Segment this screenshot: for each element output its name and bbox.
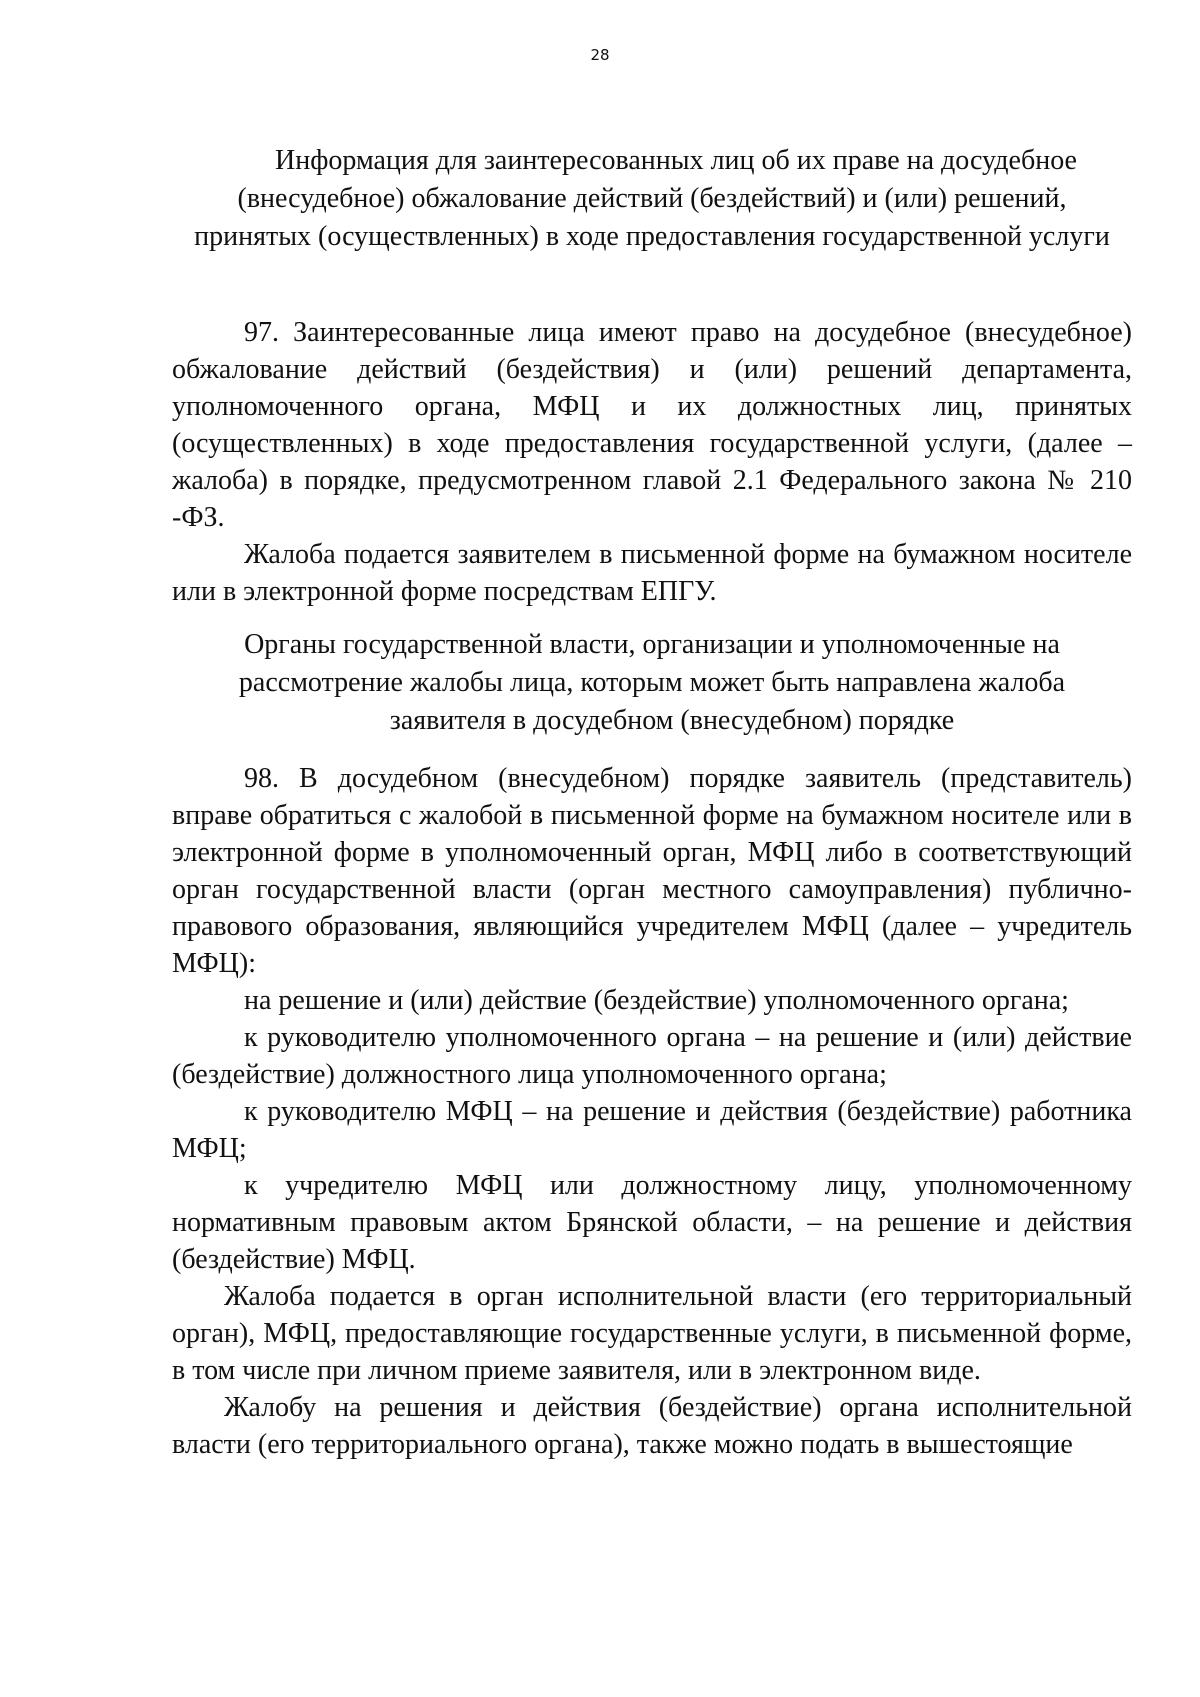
heading-line: (внесудебное) обжалование действий (бездействий) и (или) решений, xyxy=(237,183,1067,214)
section-body-appeal-bodies xyxy=(172,760,1132,1463)
paragraph-higher-authority: Жалобу на решения и действия (бездействие) органа исполнительной власти (его территориального органа), также можно подать в вышестоящие xyxy=(172,1392,1132,1460)
heading-line: принятых (осуществленных) в ходе предоставления государственной услуги xyxy=(194,221,1110,252)
paragraph-98: 98. В досудебном (внесудебном) порядке заявитель (представитель) вправе обратиться с жалобой в письменной форме на бумажном носителе или в электронной форме в уполномоченный орган, МФЦ либо в соответствующий орган государственной власти (орган местного самоуправления) публично-правового образования, являющийся учредителем МФЦ (далее – учредитель МФЦ): xyxy=(172,763,1132,979)
paragraph-97: 97. Заинтересованные лица имеют право на досудебное (внесудебное) обжалование действий (бездействия) и (или) решений департамента, уполномоченного органа, МФЦ и их должностных лиц, принятых (осуществленных) в ходе предоставления государственной услуги, (далее – жалоба) в порядке, предусмотренном главой 2.1 Федерального закона № 210 -ФЗ. xyxy=(172,317,1132,533)
paragraph-complaint-form: Жалоба подается заявителем в письменной форме на бумажном носителе или в электронной форме посредствам ЕПГУ. xyxy=(172,539,1132,607)
paragraph-complaint-submission: Жалоба подается в орган исполнительной власти (его территориальный орган), МФЦ, предоставляющие государственные услуги, в письменной форме, в том числе при личном приеме заявителя, или в электронном виде. xyxy=(172,1281,1132,1386)
list-item-head-mfc: к руководителю МФЦ – на решение и действия (бездействие) работника МФЦ; xyxy=(172,1096,1132,1164)
heading-line: рассмотрение жалобы лица, которым может быть направлена жалоба xyxy=(238,667,1066,698)
page-number: 28 xyxy=(590,46,610,64)
section-heading-appeal-info xyxy=(172,142,1132,256)
list-item-authorized-body: на решение и (или) действие (бездействие) уполномоченного органа; xyxy=(244,985,1069,1016)
heading-line: Органы государственной власти, организации и уполномоченные на xyxy=(244,629,1060,660)
section-body-appeal-right xyxy=(172,314,1132,610)
heading-line: заявителя в досудебном (внесудебном) порядке xyxy=(389,705,955,736)
heading-line: Информация для заинтересованных лиц об их праве на досудебное xyxy=(275,145,1077,176)
list-item-mfc-founder: к учредителю МФЦ или должностному лицу, уполномоченному нормативным правовым актом Брянской области, – на решение и действия (бездействие) МФЦ. xyxy=(172,1170,1132,1275)
section-heading-appeal-bodies xyxy=(172,626,1132,740)
list-item-head-authorized-body: к руководителю уполномоченного органа – на решение и (или) действие (бездействие) должностного лица уполномоченного органа; xyxy=(172,1022,1132,1090)
